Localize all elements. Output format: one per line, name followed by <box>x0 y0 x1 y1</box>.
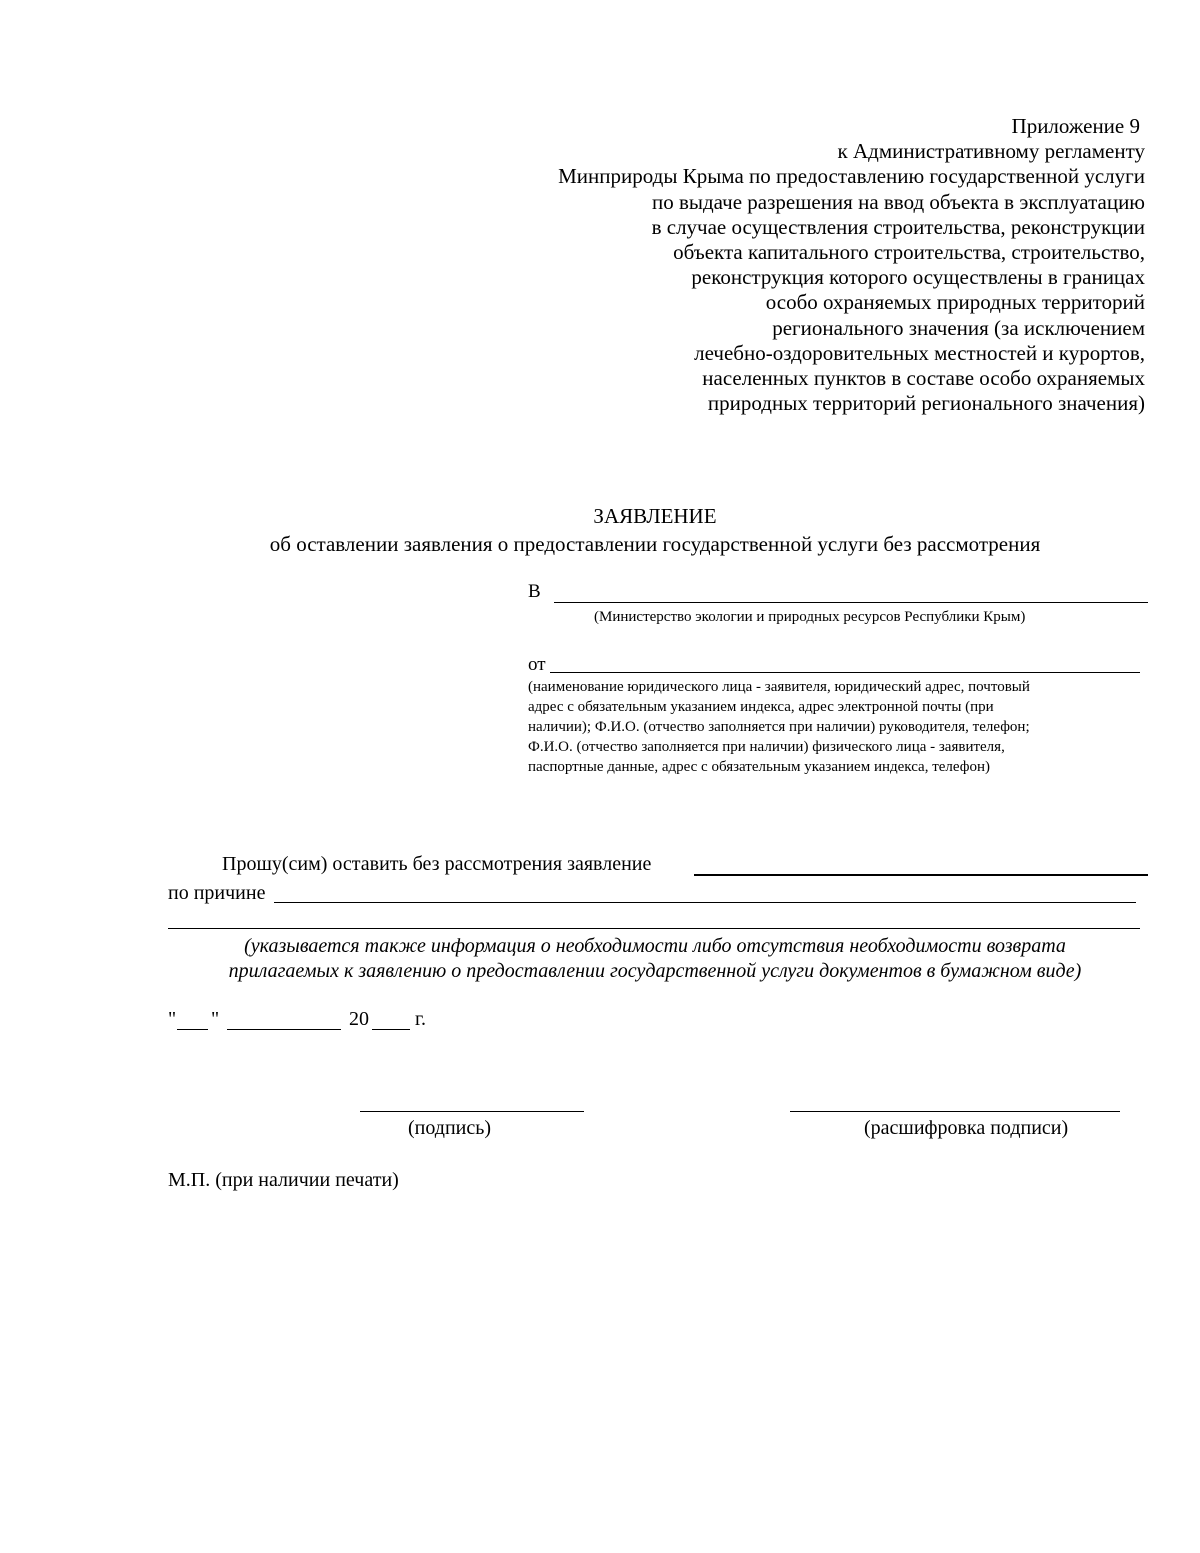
year-field-line[interactable] <box>372 1029 410 1030</box>
application-field-line[interactable] <box>694 874 1148 876</box>
sender-caption-line: Ф.И.О. (отчество заполняется при наличии) физического лица - заявителя, <box>528 739 1005 755</box>
signature-field-line[interactable] <box>360 1111 584 1112</box>
reason-continuation-line[interactable] <box>168 928 1140 929</box>
appendix-header <box>445 114 1145 416</box>
reason-label: по причине <box>168 882 266 904</box>
appendix-line: к Административному регламенту <box>837 139 1145 164</box>
sender-field-line[interactable] <box>550 672 1140 673</box>
year-prefix: 20 <box>349 1008 369 1030</box>
reason-field-line[interactable] <box>274 902 1136 903</box>
appendix-line: по выдаче разрешения на ввод объекта в эксплуатацию <box>651 189 1145 214</box>
sender-caption-line: (наименование юридического лица - заявителя, юридический адрес, почтовый <box>528 679 1030 695</box>
appendix-line: природных территорий регионального значения) <box>707 391 1145 416</box>
document-title: ЗАЯВЛЕНИЕ <box>593 504 717 528</box>
appendix-line: в случае осуществления строительства, реконструкции <box>651 214 1145 239</box>
reason-row <box>168 881 1136 907</box>
month-field-line[interactable] <box>227 1029 341 1030</box>
sender-caption-line: адрес с обязательным указанием индекса, адрес электронной почты (при <box>528 699 994 715</box>
appendix-line: населенных пунктов в составе особо охраняемых <box>702 366 1145 391</box>
sender-caption <box>528 677 1140 777</box>
signature-decode-field-line[interactable] <box>790 1111 1120 1112</box>
recipient-prefix: В <box>528 581 541 602</box>
sender-caption-line: наличии); Ф.И.О. (отчество заполняется при наличии) руководителя, телефон; <box>528 719 1030 735</box>
note-line: (указывается также информация о необходимости либо отсутствия необходимости возврата <box>244 935 1066 957</box>
appendix-line: Приложение 9 <box>1011 114 1140 138</box>
signature-caption: (подпись) <box>408 1117 492 1139</box>
date-quote-open: " <box>168 1008 177 1030</box>
year-suffix: г. <box>415 1008 426 1030</box>
request-text: Прошу(сим) оставить без рассмотрения заявление <box>222 853 652 875</box>
stamp-placeholder: М.П. (при наличии печати) <box>168 1169 399 1191</box>
date-quote-close: " <box>211 1008 220 1030</box>
appendix-line: регионального значения (за исключением <box>772 315 1145 340</box>
sender-prefix: от <box>528 654 546 675</box>
recipient-caption: (Министерство экологии и природных ресурсов Республики Крым) <box>594 609 1026 625</box>
appendix-line: лечебно-оздоровительных местностей и курортов, <box>694 340 1145 365</box>
appendix-line: особо охраняемых природных территорий <box>765 290 1145 315</box>
appendix-line: Минприроды Крыма по предоставлению государственной услуги <box>558 164 1145 189</box>
appendix-line: объекта капитального строительства, строительство, <box>673 240 1145 265</box>
recipient-field-line[interactable] <box>554 602 1148 603</box>
request-row <box>222 852 1148 878</box>
note-line: прилагаемых к заявлению о предоставлении государственной услуги документов в бумажном виде) <box>228 960 1082 982</box>
date-row <box>168 1007 468 1035</box>
appendix-line: реконструкция которого осуществлены в границах <box>691 265 1145 290</box>
document-subtitle: об оставлении заявления о предоставлении государственной услуги без рассмотрения <box>269 532 1041 556</box>
sender-caption-line: паспортные данные, адрес с обязательным указанием индекса, телефон) <box>528 759 990 775</box>
return-documents-note <box>160 934 1150 984</box>
signature-decode-caption: (расшифровка подписи) <box>864 1117 1069 1139</box>
day-field-line[interactable] <box>177 1029 208 1030</box>
